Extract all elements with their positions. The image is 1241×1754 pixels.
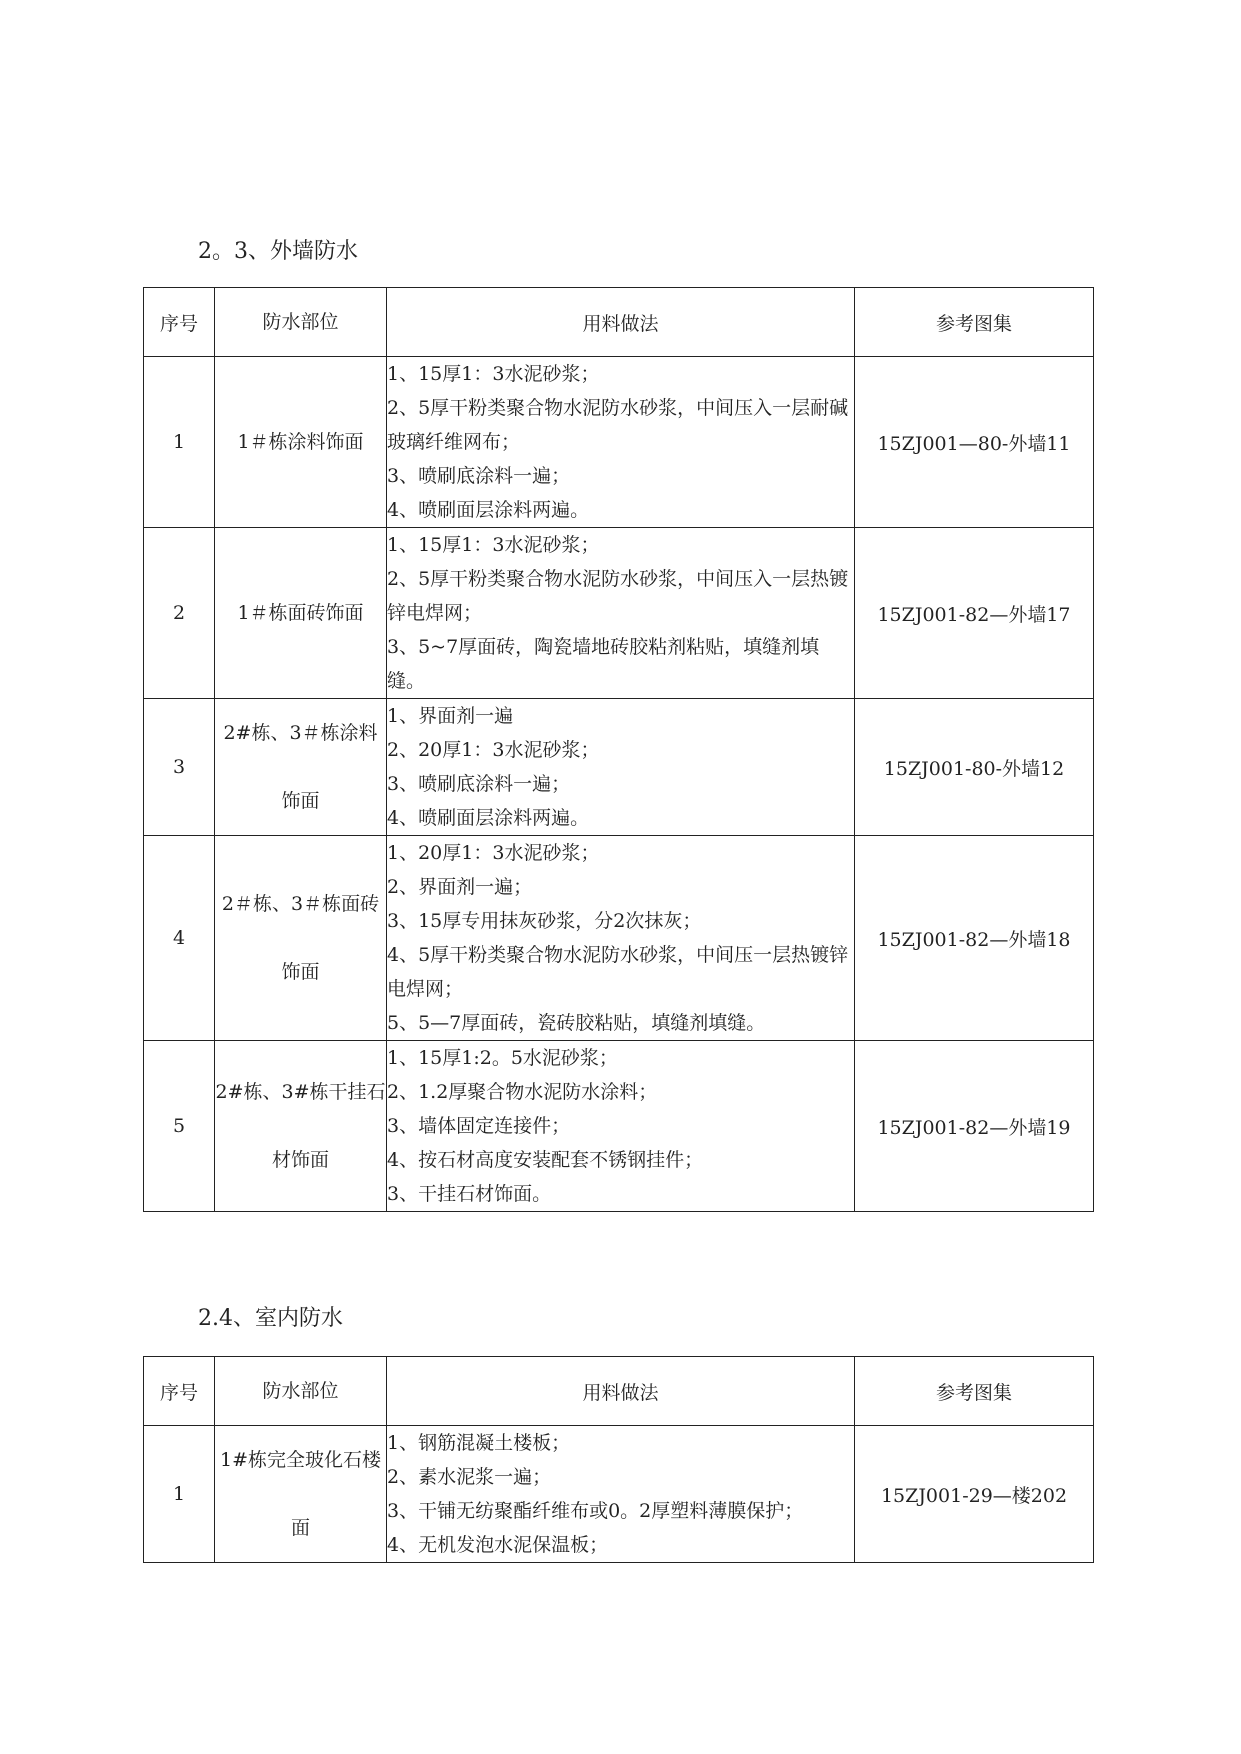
section-title-interior-waterproofing: 2.4、室内防水	[198, 1306, 343, 1331]
row-location: 2＃栋、3＃栋面砖饰面	[215, 836, 387, 1041]
row-method	[387, 836, 855, 1041]
method-step: 1、15厚1：3水泥砂浆；	[387, 534, 600, 556]
table-header-row	[144, 1357, 1094, 1426]
row-number: 5	[144, 1041, 215, 1212]
row-reference: 15ZJ001-82—外墙17	[855, 528, 1094, 699]
row-reference: 15ZJ001-80-外墙12	[855, 699, 1094, 836]
method-step: 5、5—7厚面砖，瓷砖胶粘贴，填缝剂填缝。	[387, 1012, 766, 1034]
row-location: 1＃栋涂料饰面	[215, 357, 387, 528]
method-step: 3、15厚专用抹灰砂浆，分2次抹灰；	[387, 910, 702, 932]
method-step: 1、界面剂一遍	[387, 705, 514, 727]
row-method	[387, 1041, 855, 1212]
method-step: 2、素水泥浆一遍；	[387, 1466, 552, 1488]
header-number: 序号	[144, 1357, 215, 1426]
row-number: 3	[144, 699, 215, 836]
row-method	[387, 357, 855, 528]
row-number: 1	[144, 357, 215, 528]
method-step: 3、5~7厚面砖，陶瓷墙地砖胶粘剂粘贴，填缝剂填缝。	[387, 636, 820, 692]
method-step: 4、无机发泡水泥保温板；	[387, 1534, 609, 1556]
row-method	[387, 699, 855, 836]
method-step: 1、20厚1：3水泥砂浆；	[387, 842, 600, 864]
row-reference: 15ZJ001-29—楼202	[855, 1426, 1094, 1563]
header-reference: 参考图集	[855, 1357, 1094, 1426]
row-location: 2#栋、3＃栋涂料饰面	[215, 699, 387, 836]
table-row	[144, 699, 1094, 836]
header-location: 防水部位	[215, 288, 387, 357]
row-number: 1	[144, 1426, 215, 1563]
method-step: 4、5厚干粉类聚合物水泥防水砂浆，中间压一层热镀锌电焊网；	[387, 944, 849, 1000]
row-reference: 15ZJ001-82—外墙18	[855, 836, 1094, 1041]
section-title-exterior-waterproofing: 2。3、外墙防水	[198, 239, 358, 264]
row-location: 1#栋完全玻化石楼面	[215, 1426, 387, 1563]
method-step: 2、1.2厚聚合物水泥防水涂料；	[387, 1081, 658, 1103]
method-step: 1、钢筋混凝土楼板；	[387, 1432, 571, 1454]
row-location: 1＃栋面砖饰面	[215, 528, 387, 699]
table-row	[144, 1041, 1094, 1212]
row-reference: 15ZJ001-82—外墙19	[855, 1041, 1094, 1212]
table-row	[144, 357, 1094, 528]
interior-waterproofing-table	[143, 1356, 1094, 1563]
header-method: 用料做法	[387, 1357, 855, 1426]
method-step: 1、15厚1：3水泥砂浆；	[387, 363, 600, 385]
header-reference: 参考图集	[855, 288, 1094, 357]
method-step: 4、按石材高度安装配套不锈钢挂件；	[387, 1149, 704, 1171]
exterior-waterproofing-table	[143, 287, 1094, 1212]
row-method	[387, 528, 855, 699]
method-step: 3、墙体固定连接件；	[387, 1115, 571, 1137]
method-step: 3、干铺无纺聚酯纤维布或0。2厚塑料薄膜保护；	[387, 1500, 804, 1522]
row-method	[387, 1426, 855, 1563]
row-reference: 15ZJ001—80-外墙11	[855, 357, 1094, 528]
method-step: 2、5厚干粉类聚合物水泥防水砂浆，中间压入一层热镀锌电焊网；	[387, 568, 849, 624]
method-step: 4、喷刷面层涂料两遍。	[387, 499, 590, 521]
method-step: 3、干挂石材饰面。	[387, 1183, 552, 1205]
table-row	[144, 528, 1094, 699]
row-location: 2#栋、3#栋干挂石材饰面	[215, 1041, 387, 1212]
method-step: 1、15厚1:2。5水泥砂浆；	[387, 1047, 618, 1069]
table-row	[144, 836, 1094, 1041]
header-number: 序号	[144, 288, 215, 357]
method-step: 2、20厚1：3水泥砂浆；	[387, 739, 600, 761]
row-number: 4	[144, 836, 215, 1041]
method-step: 3、喷刷底涂料一遍；	[387, 773, 571, 795]
method-step: 3、喷刷底涂料一遍；	[387, 465, 571, 487]
table-header-row	[144, 288, 1094, 357]
method-step: 2、界面剂一遍；	[387, 876, 533, 898]
row-number: 2	[144, 528, 215, 699]
method-step: 2、5厚干粉类聚合物水泥防水砂浆，中间压入一层耐碱玻璃纤维网布；	[387, 397, 849, 453]
table-row	[144, 1426, 1094, 1563]
method-step: 4、喷刷面层涂料两遍。	[387, 807, 590, 829]
header-method: 用料做法	[387, 288, 855, 357]
header-location: 防水部位	[215, 1357, 387, 1426]
